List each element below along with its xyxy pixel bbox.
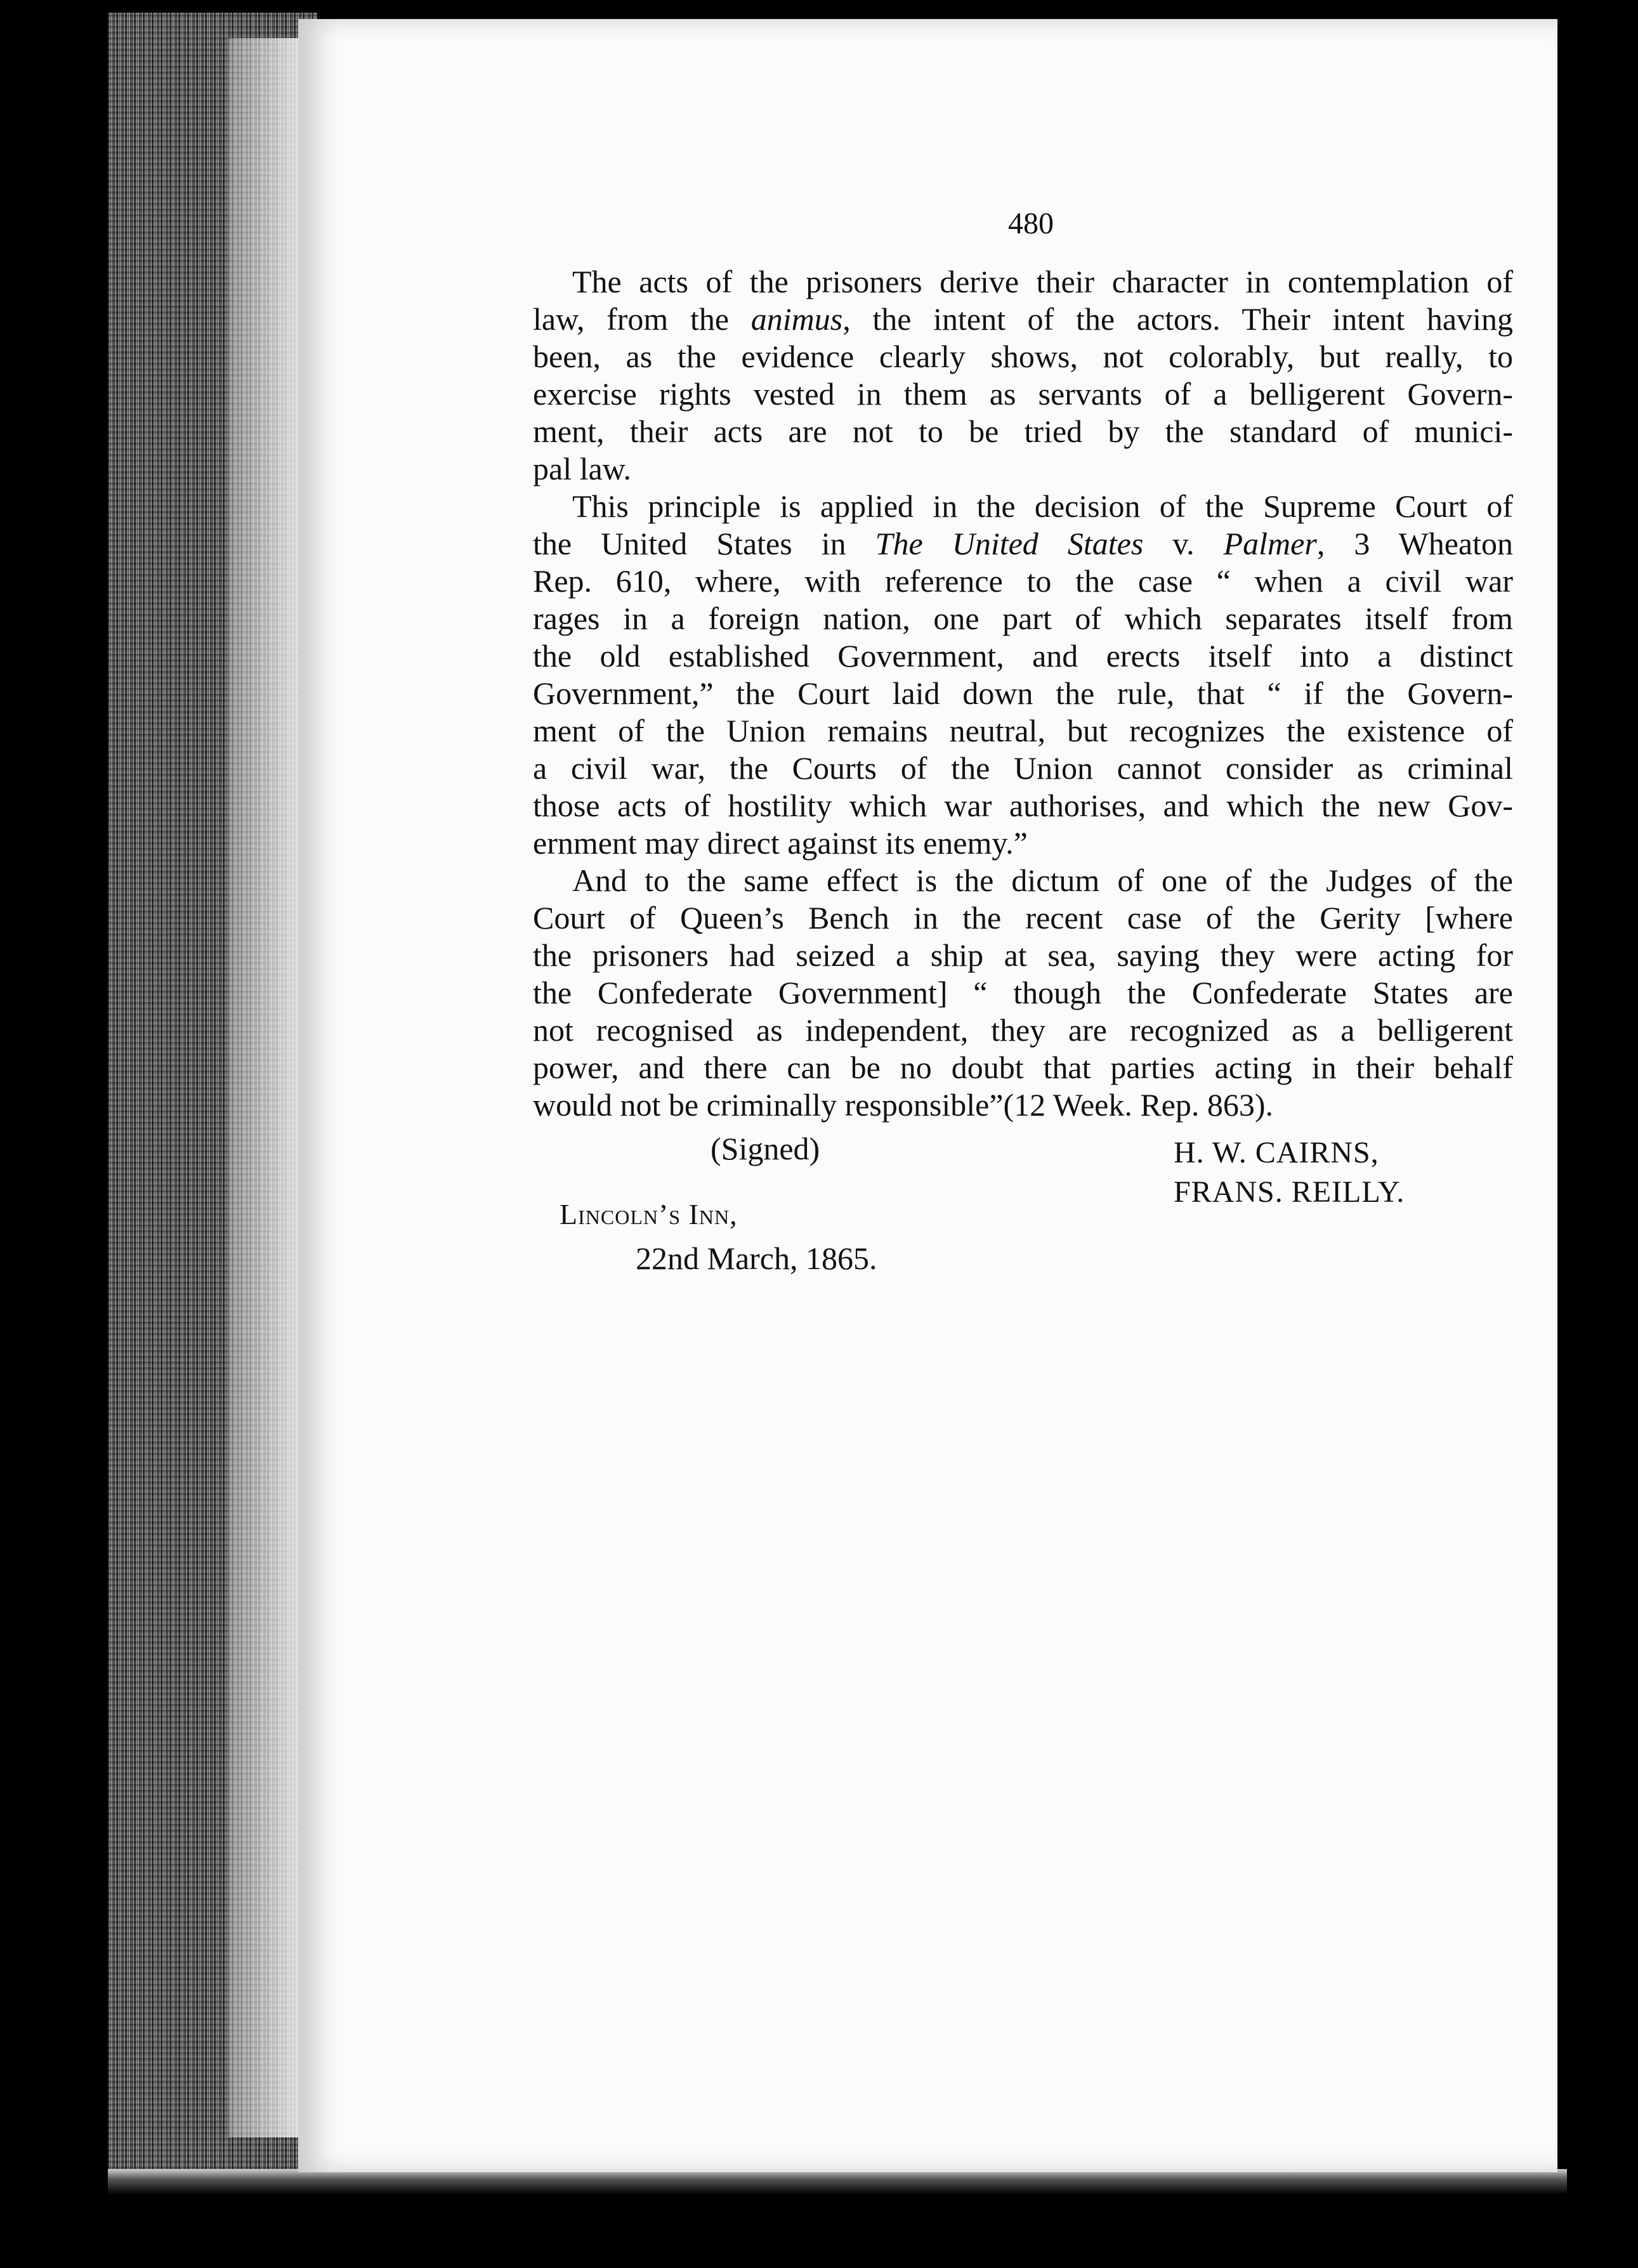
- text-line: ment of the Union remains neutral, but recognizes the existence of: [533, 713, 1513, 748]
- place-line: Lincoln’s Inn,: [560, 1198, 738, 1230]
- printed-page: [298, 19, 1557, 2172]
- text-line: ment, their acts are not to be tried by the standard of munici-: [533, 414, 1513, 449]
- text-line: Government,” the Court laid down the rule, that “ if the Govern-: [533, 675, 1513, 711]
- paragraph-3: [533, 862, 1513, 1124]
- text-line: the Confederate Government] “ though the Confederate States are: [533, 975, 1513, 1010]
- text-line: exercise rights vested in them as servants of a belligerent Govern-: [533, 376, 1513, 412]
- text-line: would not be criminally responsible”(12 Week. Rep. 863).: [533, 1087, 1274, 1123]
- text-line: a civil war, the Courts of the Union cannot consider as criminal: [533, 750, 1513, 786]
- text-line: the United States in The United States v. Palmer, 3 Wheaton: [533, 526, 1513, 561]
- signed-label: (Signed): [711, 1131, 820, 1166]
- body-text: [533, 263, 1513, 1124]
- text-line: power, and there can be no doubt that parties acting in their behalf: [533, 1050, 1513, 1085]
- text-line: not recognised as independent, they are recognized as a belligerent: [533, 1012, 1513, 1048]
- text-line: those acts of hostility which war authorises, and which the new Gov-: [533, 788, 1513, 823]
- text-line: law, from the animus, the intent of the actors. Their intent having: [533, 301, 1513, 337]
- text-line: ernment may direct against its enemy.”: [533, 825, 1028, 861]
- page-number: 480: [1008, 207, 1054, 240]
- signatory-reilly: FRANS. REILLY.: [1174, 1175, 1405, 1209]
- text-line: the old established Government, and erects itself into a distinct: [533, 638, 1513, 674]
- date-line: 22nd March, 1865.: [636, 1241, 877, 1276]
- signatory-cairns: H. W. CAIRNS,: [1174, 1136, 1379, 1170]
- paragraph-2: [533, 488, 1513, 862]
- text-line: pal law.: [533, 451, 632, 486]
- text-line: rages in a foreign nation, one part of which separates itself from: [533, 601, 1513, 636]
- paragraph-1: [533, 263, 1513, 488]
- text-line: the prisoners had seized a ship at sea, saying they were acting for: [533, 937, 1513, 973]
- text-line: And to the same effect is the dictum of one of the Judges of the: [572, 863, 1513, 898]
- text-line: Court of Queen’s Bench in the recent case of the Gerity [where: [533, 900, 1513, 935]
- text-line: been, as the evidence clearly shows, not colorably, but really, to: [533, 339, 1513, 374]
- text-line: The acts of the prisoners derive their character in contemplation of: [572, 264, 1513, 299]
- text-line: Rep. 610, where, with reference to the case “ when a civil war: [533, 563, 1513, 599]
- text-line: This principle is applied in the decision of the Supreme Court of: [572, 488, 1513, 524]
- bottom-edge-shadow: [108, 2169, 1567, 2194]
